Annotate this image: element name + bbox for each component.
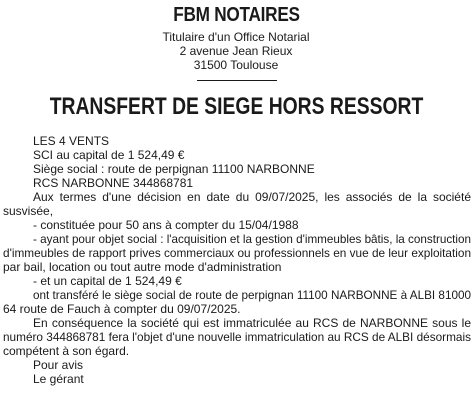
- paragraph-line: par bail, location ou tout autre mode d'administration: [3, 260, 282, 274]
- notice-title: TRANSFERT DE SIEGE HORS RESSORT: [49, 93, 424, 120]
- paragraph-line: compétent à son égard.: [3, 344, 130, 358]
- notary-name: FBM NOTAIRES: [173, 4, 300, 26]
- paragraph-line: d'immeubles de rapport prives commerciaux ou professionnels en vue de leur exploitation: [3, 246, 472, 260]
- address-line-office: Titulaire d'un Office Notarial: [162, 30, 310, 44]
- closing-line: Pour avis: [33, 358, 84, 372]
- notary-address: [118, 30, 354, 72]
- paragraph-line: - ayant pour objet social : l'acquisition et la gestion d'immeubles bâtis, la construction: [33, 232, 472, 246]
- notice-body: [3, 134, 471, 386]
- paragraph-line: En conséquence la société qui est immatriculée au RCS de NARBONNE sous le: [33, 316, 471, 330]
- paragraph-line: susvisée,: [3, 204, 54, 218]
- company-name: LES 4 VENTS: [33, 134, 110, 148]
- address-line-street: 2 avenue Jean Rieux: [179, 44, 293, 58]
- registered-office: Siège social : route de perpignan 11100 NARBONNE: [33, 162, 315, 176]
- paragraph-line: numéro 344868781 fera l'objet d'une nouvelle immatriculation au RCS de ALBI désormais: [3, 330, 472, 344]
- company-capital: SCI au capital de 1 524,49 €: [33, 148, 185, 162]
- separator-rule: [197, 80, 277, 81]
- paragraph-line: - et un capital de 1 524,49 €: [33, 274, 182, 288]
- paragraph-line: 64 route de Fauch à compter du 09/07/2025.: [3, 302, 241, 316]
- signatory: Le gérant: [33, 372, 84, 386]
- paragraph-line: ont transféré le siège social de route de perpignan 11100 NARBONNE à ALBI 81000: [33, 288, 472, 302]
- paragraph-line: Aux termes d'une décision en date du 09/07/2025, les associés de la société: [33, 190, 471, 204]
- address-line-city: 31500 Toulouse: [193, 58, 279, 72]
- paragraph-line: - constituée pour 50 ans à compter du 15/04/1988: [33, 218, 299, 232]
- rcs-number: RCS NARBONNE 344868781: [33, 176, 194, 190]
